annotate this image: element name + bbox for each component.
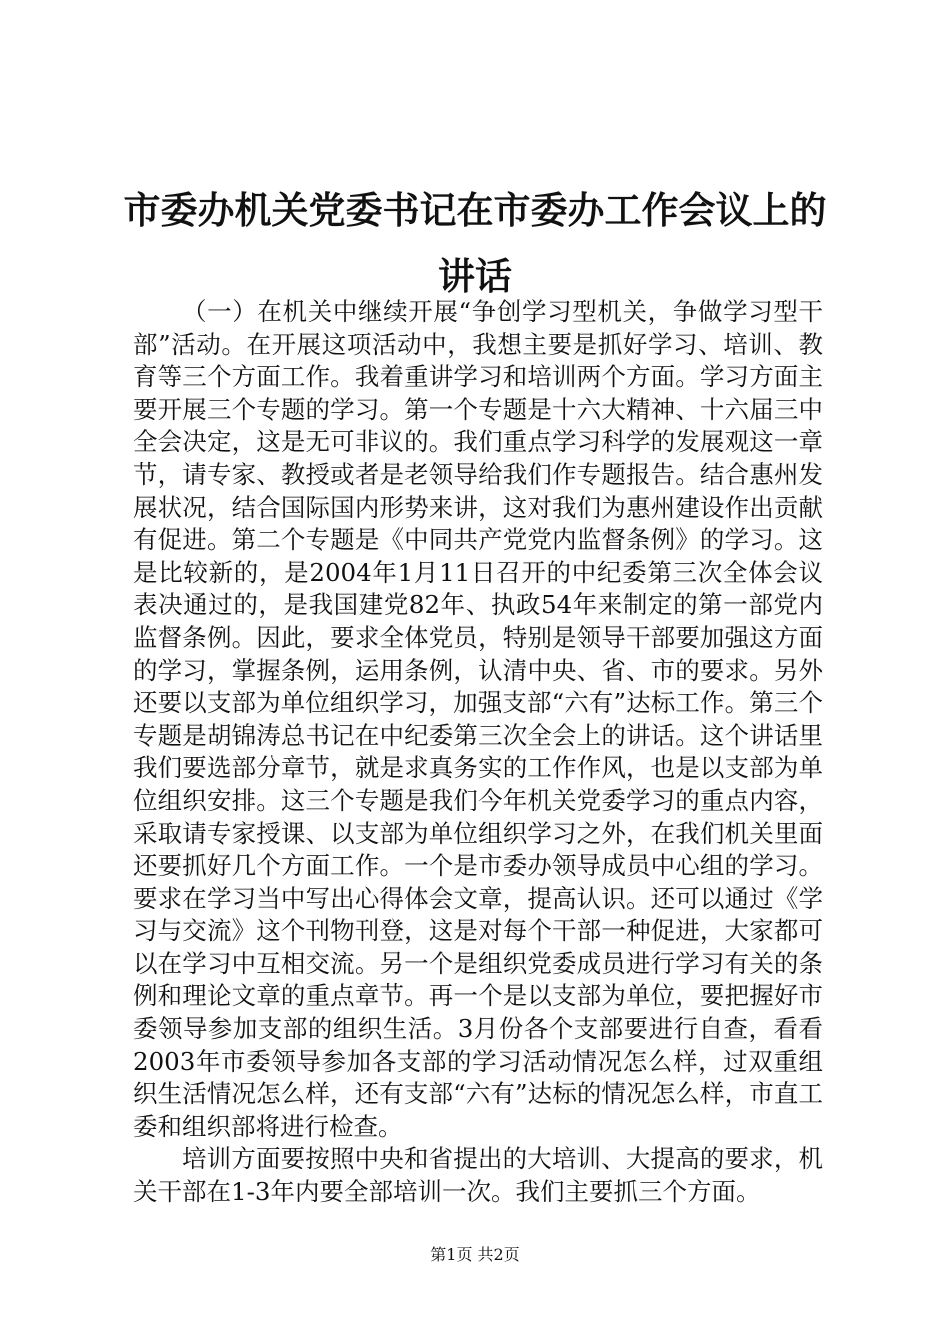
document-body bbox=[133, 296, 823, 1209]
paragraph-1: （一）在机关中继续开展“争创学习型机关，争做学习型干部”活动。在开展这项活动中，我想主要是抓好学习、培训、教育等三个方面工作。我着重讲学习和培训两个方面。学习方面主要开展三个专题的学习。第一个专题是十六大精神、十六届三中全会决定，这是无可非议的。我们重点学习科学的发展观这一章节，请专家、教授或者是老领导给我们作专题报告。结合惠州发展状况，结合国际国内形势来讲，这对我们为惠州建设作出贡献有促进。第二个专题是《中同共产党党内监督条例》的学习。这是比较新的，是2004年1月11日召开的中纪委第三次全体会议表决通过的，是我国建党82年、执政54年来制定的第一部党内监督条例。因此，要求全体党员，特别是领导干部要加强这方面的学习，掌握条例，运用条例，认清中央、省、市的要求。另外还要以支部为单位组织学习，加强支部“六有”达标工作。第三个专题是胡锦涛总书记在中纪委第三次全会上的讲话。这个讲话里我们要选部分章节，就是求真务实的工作作风，也是以支部为单位组织安排。这三个专题是我们今年机关党委学习的重点内容，采取请专家授课、以支部为单位组织学习之外，在我们机关里面还要抓好几个方面工作。一个是市委办领导成员中心组的学习。要求在学习当中写出心得体会文章，提高认识。还可以通过《学习与交流》这个刊物刊登，这是对每个干部一种促进，大家都可以在学习中互相交流。另一个是组织党委成员进行学习有关的条例和理论文章的重点章节。再一个是以支部为单位，要把握好市委领导参加支部的组织生活。3月份各个支部要进行自查，看看2003年市委领导参加各支部的学习活动情况怎么样，过双重组织生活情况怎么样，还有支部“六有”达标的情况怎么样，市直工委和组织部将进行检查。 bbox=[133, 297, 823, 1141]
paragraph-2: 培训方面要按照中央和省提出的大培训、大提高的要求，机关干部在1-3年内要全部培训一次。我们主要抓三个方面。 bbox=[133, 1144, 823, 1207]
page-number: 第1页 共2页 bbox=[430, 1245, 520, 1264]
document-title: 市委办机关党委书记在市委办工作会议上的讲话 bbox=[123, 189, 827, 298]
